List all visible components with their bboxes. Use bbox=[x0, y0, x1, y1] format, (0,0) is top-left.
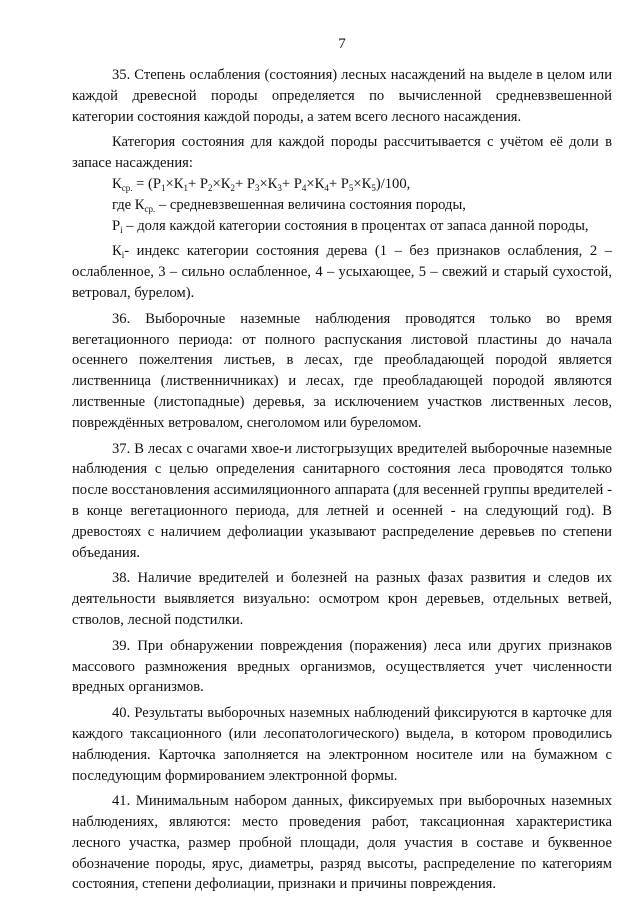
formula-subscript: 1 bbox=[161, 182, 166, 193]
paragraph-41: 41. Минимальным набором данных, фиксируемых при выборочных наземных наблюдениях, являются: место проведения работ, таксационная характеристика лесного участка, размер пробной площади, доля участия в составе и буквенное обозначение породы, ярус, диаметры, разряд высоты, распределение по категориям состояния, степени дефолиации, признаки и причины повреждения. bbox=[72, 793, 612, 893]
definition-part: - индекс категории состояния дерева (1 – без признаков ослабления, 2 – ослабленное, 3 – сильно ослабленное, 4 – усыхающее, 5 – свежий и старый сухостой, ветровал, бурелом). bbox=[72, 243, 612, 301]
formula-subscript: 1 bbox=[183, 182, 188, 193]
formula-part: ×К bbox=[259, 175, 278, 192]
formula-subscript: 3 bbox=[277, 182, 282, 193]
formula-part: + Р bbox=[328, 175, 349, 192]
formula-part: ×К bbox=[306, 175, 325, 192]
definition-part: Р bbox=[112, 217, 121, 234]
document-body bbox=[72, 65, 612, 895]
formula-part: = (Р bbox=[132, 175, 161, 192]
definition-subscript: i bbox=[121, 250, 125, 261]
formula-part: ×К bbox=[353, 175, 372, 192]
definition-part: где К bbox=[112, 196, 145, 213]
definition-pi bbox=[72, 216, 612, 237]
paragraph-37: 37. В лесах с очагами хвое-и листогрызущих вредителей выборочные наземные наблюдения с целью определения санитарного состояния леса проводятся только после восстановления ассимиляционного аппарата (для весенней группы вредителей - в конце вегетационного периода, для летней и осенней - на следующий год). В древостоях с наличием дефолиации указывают распределение деревьев по степени объедания. bbox=[72, 440, 612, 561]
formula-subscript: 5 bbox=[371, 182, 376, 193]
paragraph-36: 36. Выборочные наземные наблюдения проводятся только во время вегетационного периода: от полного распускания листовой пластины до начала осеннего пожелтения листьев, в лесах, где преобладающей породой является лиственница (лиственничниках) и лесах, где преобладающей породой являются лиственные (листопадные) деревья, за исключением участков лиственных лесов, повреждённых ветровалом, снеголомом или буреломом. bbox=[72, 310, 612, 431]
definition-part: – доля каждой категории состояния в процентах от запаса данной породы, bbox=[122, 217, 589, 234]
formula-part: К bbox=[112, 175, 122, 192]
formula-subscript: 3 bbox=[254, 182, 260, 193]
formula-part: )/100, bbox=[375, 175, 411, 192]
formula bbox=[72, 174, 612, 195]
formula-subscript: 2 bbox=[207, 182, 213, 193]
formula-part: + Р bbox=[187, 175, 208, 192]
formula-part: ×К bbox=[165, 175, 184, 192]
definition-part: – средневзвешенная величина состояния породы, bbox=[155, 196, 466, 213]
formula-part: + Р bbox=[234, 175, 255, 192]
paragraph-39: 39. При обнаружении повреждения (поражения) леса или других признаков массового размножения вредных организмов, осуществляется учет численности вредных организмов. bbox=[72, 637, 612, 696]
definition-subscript: ср. bbox=[144, 203, 156, 214]
definition-kcp bbox=[72, 195, 612, 216]
formula-subscript: 2 bbox=[230, 182, 235, 193]
definition-ki bbox=[72, 241, 612, 303]
formula-subscript: 4 bbox=[324, 182, 329, 193]
definition-part: К bbox=[112, 243, 122, 260]
definition-subscript: i bbox=[120, 224, 123, 235]
formula-subscript: ср. bbox=[121, 182, 133, 193]
formula-part: ×К bbox=[212, 175, 231, 192]
paragraph-35-category: Категория состояния для каждой породы рассчитывается с учётом её доли в запасе насаждения: bbox=[72, 134, 612, 172]
paragraph-40: 40. Результаты выборочных наземных наблюдений фиксируются в карточке для каждого таксационного (или лесопатологического) выдела, в котором проводились наблюдения. Карточка заполняется на электронном носителе или на бумажном с последующим формированием электронной формы. bbox=[72, 705, 612, 784]
formula-subscript: 5 bbox=[348, 182, 354, 193]
formula-part: + Р bbox=[281, 175, 302, 192]
paragraph-38: 38. Наличие вредителей и болезней на разных фазах развития и следов их деятельности выявляется визуально: осмотром крон деревьев, отдельных ветвей, стволов, лесной подстилки. bbox=[72, 570, 612, 628]
formula-subscript: 4 bbox=[301, 182, 307, 193]
page-number: 7 bbox=[338, 36, 346, 52]
paragraph-35: 35. Степень ослабления (состояния) лесных насаждений на выделе в целом или каждой древесной породы определяется по вычисленной средневзвешенной категории состояния каждой породы, а затем всего лесного насаждения. bbox=[72, 67, 612, 125]
